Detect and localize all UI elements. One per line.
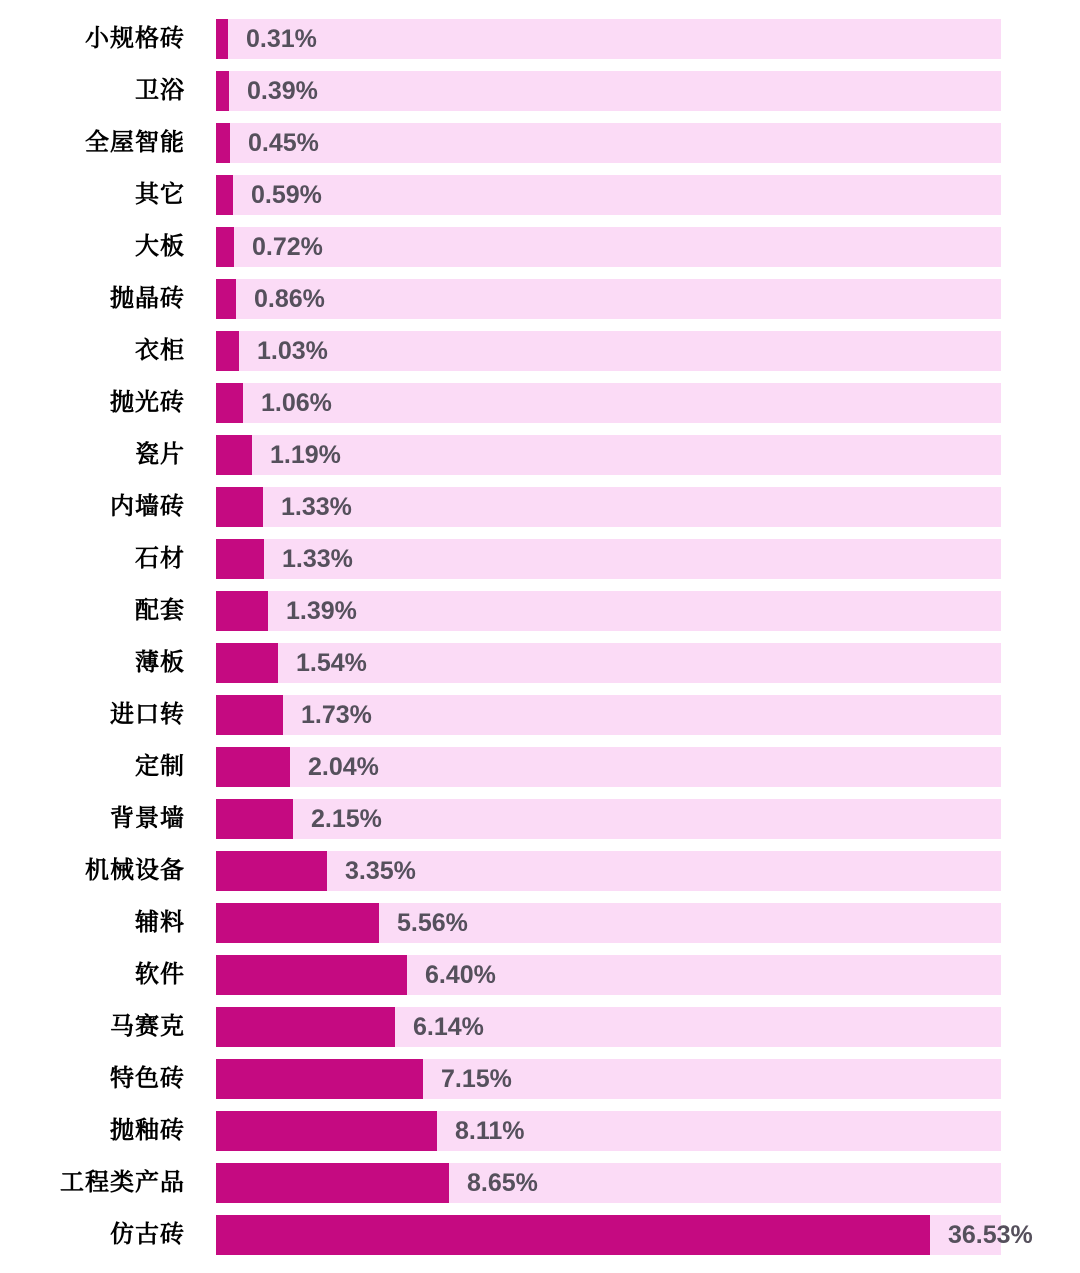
bar-fill <box>216 1111 437 1151</box>
value-label: 0.72% <box>252 233 323 261</box>
value-label: 2.04% <box>308 753 379 781</box>
category-label: 机械设备 <box>85 857 185 884</box>
bar-row <box>0 175 1080 215</box>
category-label: 其它 <box>135 181 185 208</box>
value-label: 6.40% <box>425 961 496 989</box>
bar-track <box>216 643 1001 683</box>
category-label: 工程类产品 <box>60 1169 185 1196</box>
bar-row <box>0 539 1080 579</box>
category-label: 配套 <box>135 597 185 624</box>
value-label: 36.53% <box>948 1221 1033 1249</box>
bar-track <box>216 1111 1001 1151</box>
value-label: 3.35% <box>345 857 416 885</box>
bar-row <box>0 71 1080 111</box>
bar-fill <box>216 591 268 631</box>
category-label: 特色砖 <box>110 1065 185 1092</box>
value-label: 1.73% <box>301 701 372 729</box>
bar-row <box>0 435 1080 475</box>
bar-row <box>0 19 1080 59</box>
bar-fill <box>216 123 230 163</box>
bar-row <box>0 1111 1080 1151</box>
value-label: 1.03% <box>257 337 328 365</box>
bar-track <box>216 123 1001 163</box>
bar-track <box>216 383 1001 423</box>
bar-track <box>216 539 1001 579</box>
bar-track <box>216 227 1001 267</box>
bar-row <box>0 331 1080 371</box>
bar-fill <box>216 1007 395 1047</box>
bar-row <box>0 695 1080 735</box>
bar-fill <box>216 435 252 475</box>
bar-row <box>0 383 1080 423</box>
bar-row <box>0 123 1080 163</box>
value-label: 1.54% <box>296 649 367 677</box>
bar-row <box>0 591 1080 631</box>
category-label: 抛晶砖 <box>110 285 185 312</box>
bar-row <box>0 1007 1080 1047</box>
bar-track <box>216 279 1001 319</box>
value-label: 1.19% <box>270 441 341 469</box>
value-label: 5.56% <box>397 909 468 937</box>
value-label: 8.65% <box>467 1169 538 1197</box>
bar-track <box>216 175 1001 215</box>
bar-fill <box>216 71 229 111</box>
bar-track <box>216 1215 1033 1255</box>
bar-track <box>216 747 1001 787</box>
category-label: 薄板 <box>135 649 185 676</box>
bar-row <box>0 851 1080 891</box>
bar-row <box>0 903 1080 943</box>
bar-row <box>0 747 1080 787</box>
value-label: 0.31% <box>246 25 317 53</box>
category-label: 衣柜 <box>135 337 185 364</box>
bar-fill <box>216 643 278 683</box>
value-label: 0.86% <box>254 285 325 313</box>
category-label: 全屋智能 <box>85 129 185 156</box>
bar-fill <box>216 1163 449 1203</box>
category-label: 软件 <box>135 961 185 988</box>
bar-row <box>0 955 1080 995</box>
bar-fill <box>216 1059 423 1099</box>
value-label: 6.14% <box>413 1013 484 1041</box>
category-label: 卫浴 <box>135 77 185 104</box>
bar-fill <box>216 227 234 267</box>
bar-fill <box>216 903 379 943</box>
bar-row <box>0 487 1080 527</box>
bar-fill <box>216 175 233 215</box>
bar-track <box>216 903 1001 943</box>
bar-row <box>0 1059 1080 1099</box>
category-label: 仿古砖 <box>110 1221 185 1248</box>
bar-track <box>216 799 1001 839</box>
value-label: 1.33% <box>282 545 353 573</box>
bar-track <box>216 1163 1001 1203</box>
bar-fill <box>216 279 236 319</box>
bar-fill <box>216 539 264 579</box>
bar-fill <box>216 955 407 995</box>
value-label: 0.45% <box>248 129 319 157</box>
bar-track <box>216 851 1001 891</box>
value-label: 8.11% <box>455 1117 525 1145</box>
value-label: 0.59% <box>251 181 322 209</box>
bar-fill <box>216 19 228 59</box>
value-label: 1.06% <box>261 389 332 417</box>
bar-track <box>216 1059 1001 1099</box>
bar-fill <box>216 383 243 423</box>
bar-track <box>216 331 1001 371</box>
bar-track <box>216 19 1001 59</box>
bar-track <box>216 1007 1001 1047</box>
bar-fill <box>216 747 290 787</box>
value-label: 7.15% <box>441 1065 512 1093</box>
bar-fill <box>216 331 239 371</box>
bar-fill <box>216 851 327 891</box>
category-label: 抛釉砖 <box>110 1117 185 1144</box>
value-label: 0.39% <box>247 77 318 105</box>
bar-fill <box>216 695 283 735</box>
category-label: 马赛克 <box>110 1013 185 1040</box>
bar-track <box>216 487 1001 527</box>
bar-fill <box>216 487 263 527</box>
bar-track <box>216 591 1001 631</box>
category-label: 背景墙 <box>110 805 185 832</box>
bar-row <box>0 227 1080 267</box>
value-label: 1.33% <box>281 493 352 521</box>
category-label: 抛光砖 <box>110 389 185 416</box>
bar-track <box>216 435 1001 475</box>
bar-row <box>0 1215 1080 1255</box>
bar-row <box>0 279 1080 319</box>
category-label: 大板 <box>135 233 185 260</box>
bar-fill <box>216 1215 930 1255</box>
bar-track <box>216 71 1001 111</box>
bar-track <box>216 955 1001 995</box>
category-label: 瓷片 <box>135 441 185 468</box>
bar-row <box>0 799 1080 839</box>
category-label: 石材 <box>135 545 185 572</box>
bar-fill <box>216 799 293 839</box>
category-label: 定制 <box>135 753 185 780</box>
value-label: 1.39% <box>286 597 357 625</box>
category-label: 辅料 <box>135 909 185 936</box>
category-label: 内墙砖 <box>110 493 185 520</box>
category-label: 进口转 <box>110 701 185 728</box>
bar-row <box>0 643 1080 683</box>
category-label: 小规格砖 <box>85 25 185 52</box>
value-label: 2.15% <box>311 805 382 833</box>
bar-row <box>0 1163 1080 1203</box>
bar-track <box>216 695 1001 735</box>
